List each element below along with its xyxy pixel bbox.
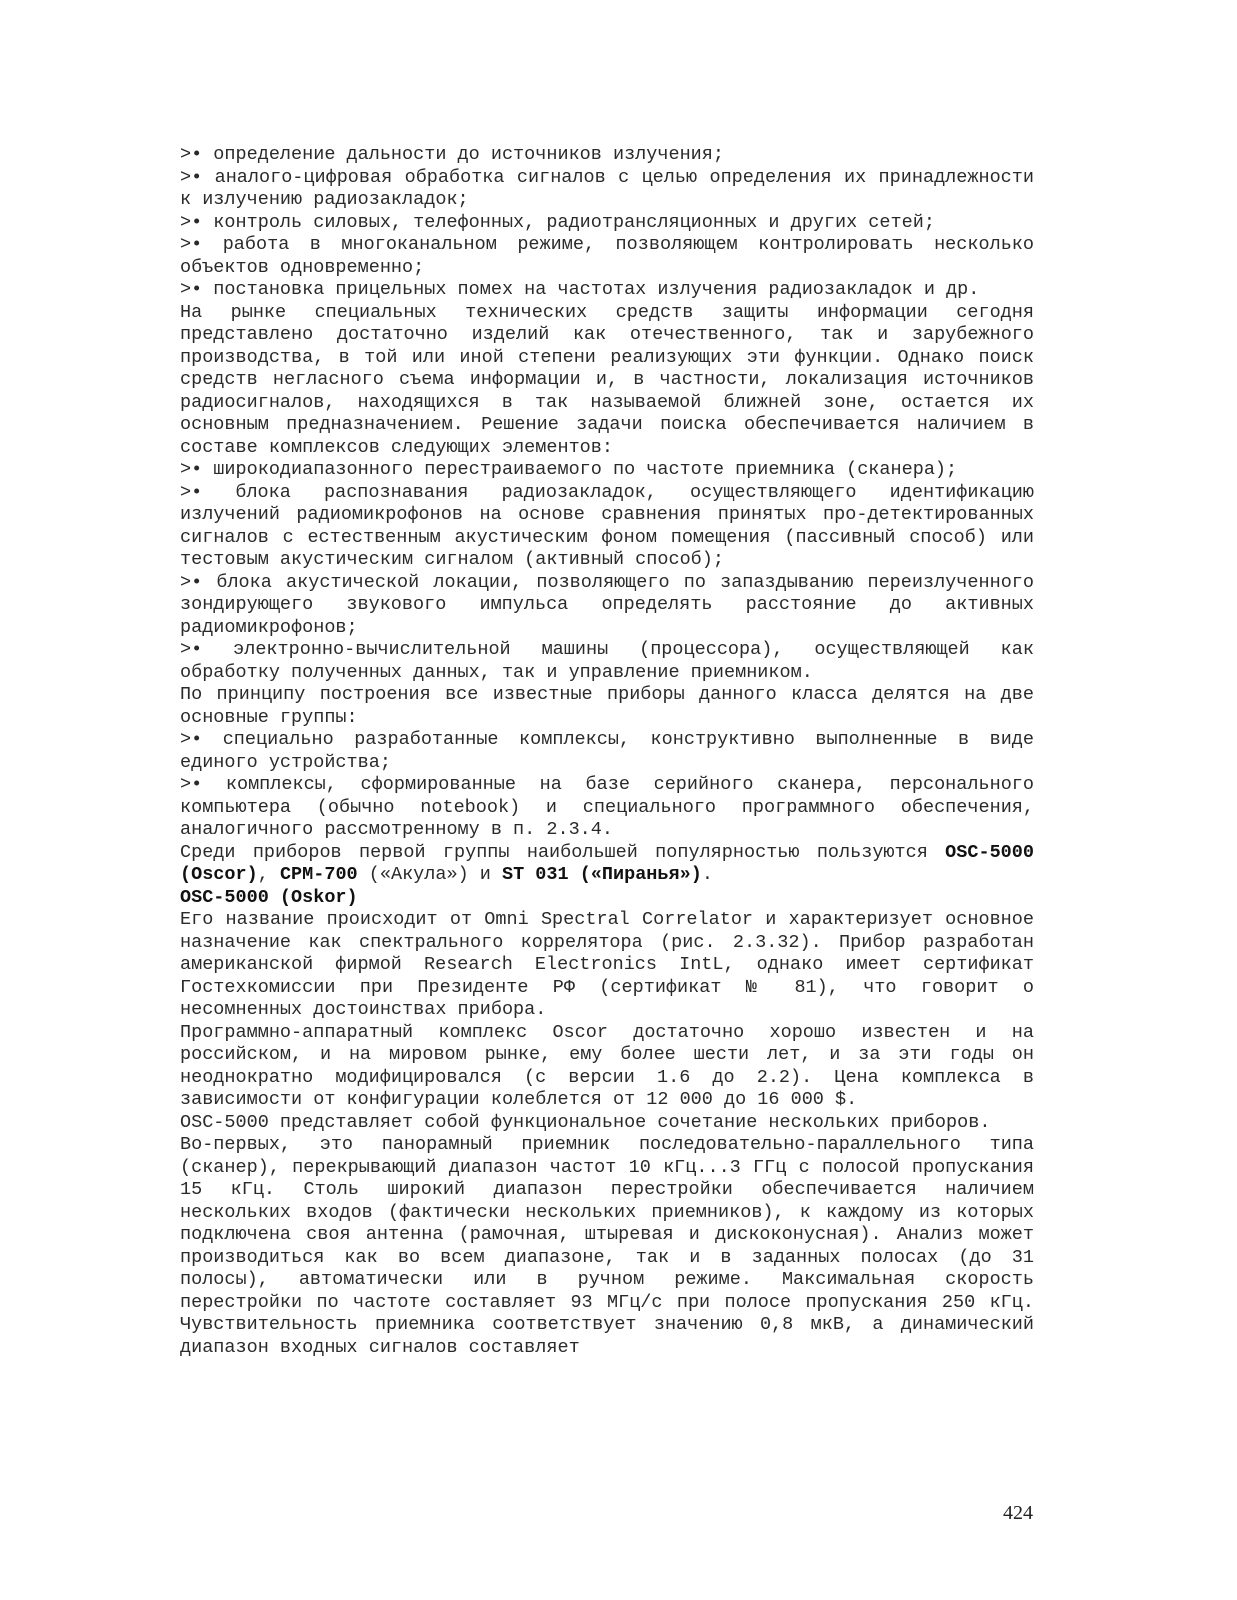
text-run: >• электронно-вычислительной машины (процессора), осуществляющей как обработку полученных данных, так и управление приемником.	[180, 639, 1034, 683]
paragraph	[180, 572, 1034, 640]
text-run: >• аналого-цифровая обработка сигналов с целью определения их принадлежности к излучению радиозакладок;	[180, 166, 1034, 210]
text-run: Среди приборов первой группы наибольшей популярностью пользуются	[180, 841, 946, 863]
paragraph	[180, 234, 1034, 279]
text-run: >• комплексы, сформированные на базе серийного сканера, персонального компьютера (обычно notebook) и специального программного обеспечения, аналогичного рассмотренному в п. 2.3.4.	[180, 774, 1034, 840]
text-run: >• блока акустической локации, позволяющего по запаздыванию переизлученного зондирующего звукового импульса определять расстояние до активных радиомикрофонов;	[180, 571, 1034, 638]
text-run: По принципу построения все известные приборы данного класса делятся на две основные группы:	[180, 684, 1034, 728]
document-body	[180, 144, 1034, 1359]
text-run: >• специально разработанные комплексы, конструктивно выполненные в виде единого устройства;	[180, 729, 1034, 773]
bold-text: OSC-5000 (Oskor)	[180, 886, 358, 908]
paragraph	[180, 1022, 1034, 1112]
text-run: >• блока распознавания радиозакладок, осуществляющего идентификацию излучений радиомикрофонов на основе сравнения принятых про-детектированных сигналов с естественным акустическим фоном помещения (пассивный способ) или тестовым акустическим сигналом (активный способ);	[180, 481, 1034, 570]
paragraph	[180, 212, 1034, 235]
text-run: .	[701, 864, 713, 885]
paragraph	[180, 302, 1034, 460]
bold-text: ST 031 («Пиранья»)	[501, 864, 702, 885]
paragraph	[180, 167, 1034, 212]
text-run: OSC-5000 представляет собой функциональное сочетание нескольких приборов.	[180, 1111, 991, 1133]
paragraph	[180, 459, 1034, 482]
paragraph	[180, 684, 1034, 729]
bold-text: OSC-5000 (Oscor)	[180, 841, 1034, 885]
text-run: >• определение дальности до источников излучения;	[180, 144, 724, 165]
text-run: Программно-аппаратный комплекс Oscor достаточно хорошо известен и на российском, и на мировом рынке, ему более шести лет, и за эти годы он неоднократно модифицировался (с версии 1.6 до 2.2). Цена комплекса в зависимости от конфигурации колеблется от 12 000 до 16 000 $.	[180, 1021, 1034, 1110]
text-run: На рынке специальных технических средств защиты информации сегодня представлено достаточно изделий как отечественного, так и зарубежного производства, в той или иной степени реализующих эти функции. Однако поиск средств негласного съема информации и, в частности, локализация источников радиосигналов, находящихся в так называемой ближней зоне, остается их основным предназначением. Решение задачи поиска обеспечивается наличием в составе комплексов следующих элементов:	[180, 301, 1034, 458]
page-number: 424	[1003, 1502, 1033, 1524]
paragraph	[180, 144, 1034, 167]
text-run: («Акула») и	[357, 864, 502, 885]
paragraph	[180, 842, 1034, 887]
paragraph	[180, 482, 1034, 572]
paragraph	[180, 887, 1034, 910]
text-run: >• контроль силовых, телефонных, радиотрансляционных и других сетей;	[180, 211, 935, 233]
text-run: >• широкодиапазонного перестраиваемого по частоте приемника (сканера);	[180, 459, 958, 480]
text-run: ,	[257, 864, 280, 885]
paragraph	[180, 279, 1034, 302]
text-run: >• работа в многоканальном режиме, позволяющем контролировать несколько объектов одновременно;	[180, 234, 1034, 278]
paragraph	[180, 909, 1034, 1022]
paragraph	[180, 1134, 1034, 1359]
paragraph	[180, 639, 1034, 684]
paragraph	[180, 1112, 1034, 1135]
text-run: Во-первых, это панорамный приемник последовательно-параллельного типа (сканер), перекрывающий диапазон частот 10 кГц...3 ГГц с полосой пропускания 15 кГц. Столь широкий диапазон перестройки обеспечивается наличием нескольких входов (фактически нескольких приемников), к каждому из которых подключена своя антенна (рамочная, штыревая и дискоконусная). Анализ может производиться как во всем диапазоне, так и в заданных полосах (до 31 полосы), автоматически или в ручном режиме. Максимальная скорость перестройки по частоте составляет 93 МГц/с при полосе пропускания 250 кГц. Чувствительность приемника соответствует значению 0,8 мкВ, а динамический диапазон входных сигналов составляет	[180, 1134, 1034, 1358]
text-run: >• постановка прицельных помех на частотах излучения радиозакладок и др.	[180, 279, 980, 300]
paragraph	[180, 729, 1034, 774]
paragraph	[180, 774, 1034, 842]
text-run: Его название происходит от Omni Spectral Correlator и характеризует основное назначение как спектрального коррелятора (рис. 2.3.32). Прибор разработан американской фирмой Research Electronics IntL, однако имеет сертификат Гостехкомиссии при Президенте РФ (сертификат № 81), что говорит о несомненных достоинствах прибора.	[180, 909, 1034, 1020]
bold-text: CPM-700	[279, 864, 358, 885]
